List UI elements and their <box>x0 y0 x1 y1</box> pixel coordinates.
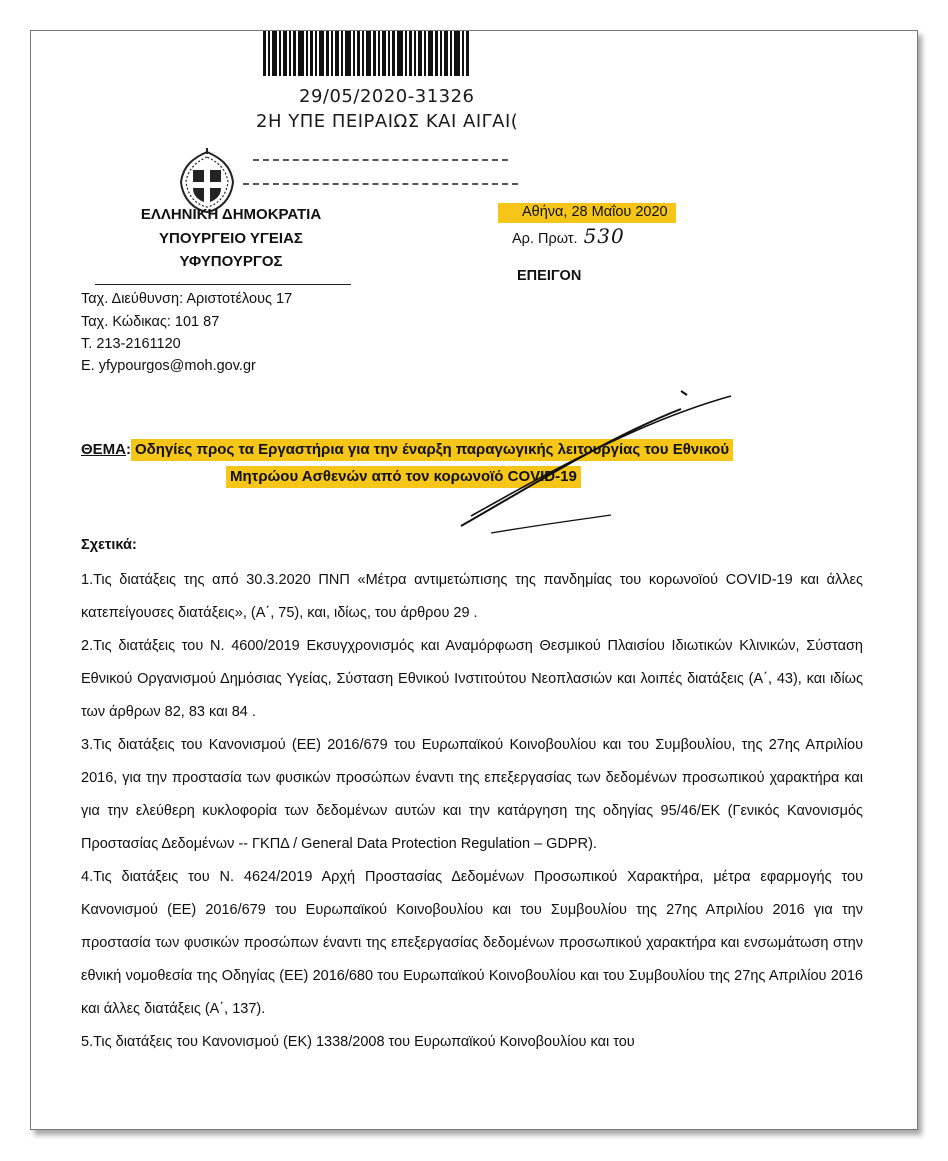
contact-phone: Τ. 213-2161120 <box>81 336 181 352</box>
protocol-stamp-office: 2Η ΥΠΕ ΠΕΙΡΑΙΩΣ ΚΑΙ ΑΙΓΑΙ( <box>256 111 519 132</box>
references-list <box>81 564 863 1059</box>
redacted-line <box>243 183 518 185</box>
reference-item: 5.Τις διατάξεις του Κανονισμού (ΕΚ) 1338/2008 του Ευρωπαϊκού Κοινοβουλίου και του <box>81 1034 635 1050</box>
urgency-label: ΕΠΕΙΓΟΝ <box>517 268 582 284</box>
issuer-line-deputy: ΥΦΥΠΟΥΡΓΟΣ <box>179 253 283 270</box>
issuer-line-ministry: ΥΠΟΥΡΓΕΙΟ ΥΓΕΙΑΣ <box>159 230 303 247</box>
references-heading: Σχετικά: <box>81 537 137 553</box>
subject-line-1 <box>81 441 733 458</box>
subject-line-2 <box>226 468 581 485</box>
subject-text-1: Οδηγίες προς τα Εργαστήρια για την έναρξη παραγωγικής λειτουργίας του Εθνικού <box>131 439 733 461</box>
document-date: Αθήνα, 28 Μαΐου 2020 <box>498 203 676 223</box>
reference-item: 2.Τις διατάξεις του Ν. 4600/2019 Εκσυγχρονισμός και Αναμόρφωση Θεσμικού Πλαισίου Ιδιωτικών Κλινικών, Σύσταση Εθνικού Οργανισμού Δημόσιας Υγείας, Σύσταση Εθνικού Ινστιτούτου Νεοπλασιών και λοιπές διατάξεις (Α΄, 43), και ιδίως των άρθρων 82, 83 και 84 . <box>81 638 863 720</box>
header-divider <box>95 284 351 285</box>
contact-address: Ταχ. Διεύθυνση: Αριστοτέλους 17 <box>81 291 293 307</box>
barcode <box>263 31 503 76</box>
reference-label: Αρ. Πρωτ. <box>512 231 578 247</box>
reference-number-handwritten: 530 <box>583 224 625 248</box>
reference-number <box>512 224 625 248</box>
redacted-line <box>253 159 508 161</box>
contact-postcode: Ταχ. Κώδικας: 101 87 <box>81 314 220 330</box>
reference-item: 1.Τις διατάξεις της από 30.3.2020 ΠΝΠ «Μέτρα αντιμετώπισης της πανδημίας του κορωνοϊού COVID-19 και άλλες κατεπείγουσες διατάξεις», (Α΄, 75), και, ιδίως, του άρθρου 29 . <box>81 572 863 621</box>
subject-colon: : <box>126 441 131 458</box>
subject-label: ΘΕΜΑ <box>81 441 126 458</box>
contact-email: Ε. yfypourgos@moh.gov.gr <box>81 358 256 374</box>
protocol-stamp-code: 29/05/2020-31326 <box>299 86 475 107</box>
reference-item: 4.Τις διατάξεις του Ν. 4624/2019 Αρχή Προστασίας Δεδομένων Προσωπικού Χαρακτήρα, μέτρα εφαρμογής του Κανονισμού (ΕΕ) 2016/679 του Ευρωπαϊκού Κοινοβουλίου και του Συμβουλίου της 27ης Απριλίου 2016 για την προστασία των φυσικών προσώπων έναντι της επεξεργασίας δεδομένων προσωπικού χαρακτήρα και ενσωμάτωση στην εθνική νομοθεσία της Οδηγίας (ΕΕ) 2016/680 του Ευρωπαϊκού Κοινοβουλίου και του Συμβουλίου της 27ης Απριλίου 2016 και άλλες διατάξεις (Α΄, 137). <box>81 869 863 1017</box>
reference-item: 3.Τις διατάξεις του Κανονισμού (ΕΕ) 2016/679 του Ευρωπαϊκού Κοινοβουλίου και του Συμβουλίου, της 27ης Απριλίου 2016, για την προστασία των φυσικών προσώπων έναντι της επεξεργασίας των δεδομένων προσωπικού χαρακτήρα και για την ελεύθερη κυκλοφορία των δεδομένων αυτών και την κατάργηση της οδηγίας 95/46/ΕΚ (Γενικός Κανονισμός Προστασίας Δεδομένων -- ΓΚΠΔ / General Data Protection Regulation – GDPR). <box>81 737 863 852</box>
issuer-line-republic: ΕΛΛΗΝΙΚΗ ΔΗΜΟΚΡΑΤΙΑ <box>140 206 322 223</box>
subject-text-2: Μητρώου Ασθενών από τον κορωνοϊό COVID-19 <box>226 466 581 488</box>
document-page <box>30 30 918 1130</box>
